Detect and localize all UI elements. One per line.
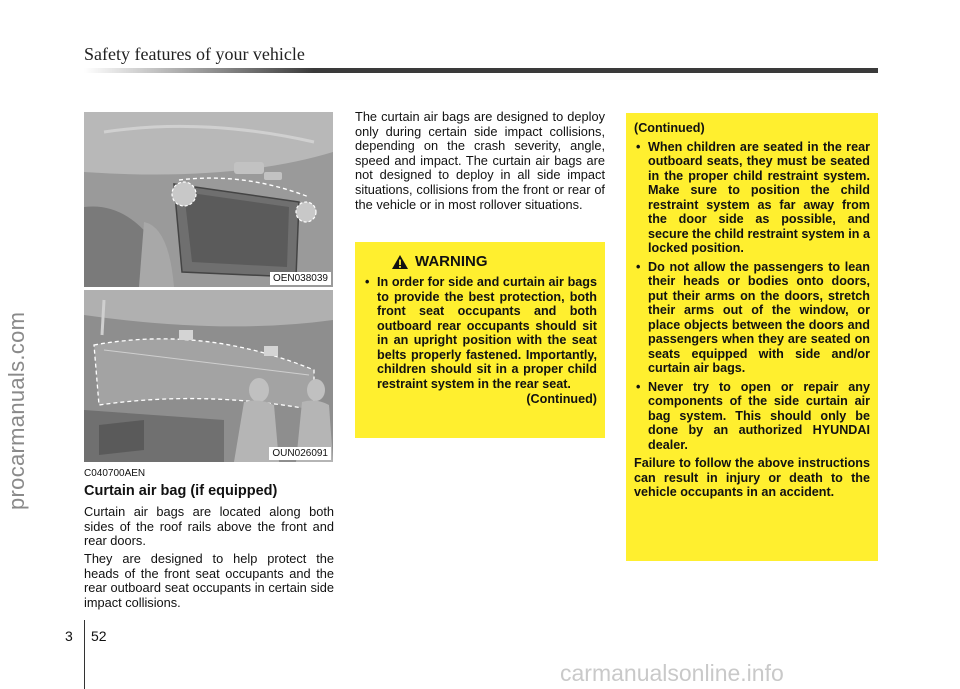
bullet: • [636,259,641,274]
reference-code: C040700AEN [84,468,146,479]
footer-divider [84,620,85,689]
failure-warning-text: Failure to follow the above instructions can result in injury or death to the vehicle occupants in an accident. [634,456,870,499]
side-watermark: procarmanuals.com [4,311,29,510]
chapter-number: 3 [65,628,73,644]
bottom-watermark: carmanualsonline.info [560,660,784,686]
curtain-airbag-deployed-illustration-icon [84,290,333,462]
bullet: • [636,379,641,394]
page-number: 52 [91,628,107,644]
list-item-text: When children are seated in the rear outboard seats, they must be seated in the proper child restraint system. Make sure to position the child restraint system as far away from the door side as possible, and secure the child restraint system in a locked position. [648,139,870,255]
body-paragraph: The curtain air bags are designed to deploy only during certain side impact collisions, depending on the crash severity, angle, speed and impact. The curtain air bags are not designed to deploy in all side impact situations, collisions from the front or rear of the vehicle or in most rollover situations. [355,109,605,212]
warning-title: WARNING [415,252,488,270]
list-item [634,260,870,376]
warning-header [391,254,597,270]
body-paragraph: They are designed to help protect the heads of the front seat occupants and the rear outboard seat occupants in certain side impact collisions. [84,551,334,610]
warning-list [363,275,597,391]
list-item [634,140,870,256]
list-item [363,275,597,391]
list-item-text: Never try to open or repair any components of the side curtain air bag system. This should only be done by an authorized HYUNDAI dealer. [648,379,870,452]
continued-label: (Continued) [526,392,597,406]
bullet: • [636,139,641,154]
bullet: • [365,275,370,289]
continued-warning-box [626,113,878,561]
header-rule [84,68,878,73]
list-item [634,380,870,453]
subheading: Curtain air bag (if equipped) [84,483,278,499]
figure-curtain-airbag-deployed [84,290,333,462]
warning-triangle-icon [391,254,409,270]
body-paragraph: Curtain air bags are located along both sides of the roof rails above the front and rear doors. [84,504,334,549]
section-title: Safety features of your vehicle [84,44,305,64]
list-item-text: Do not allow the passengers to lean their heads or bodies onto doors, put their arms on the doors, stretch their arms out of the window, or place objects between the doors and passengers when they are seated on seats equipped with side and/or curtain air bags. [648,259,870,375]
curtain-airbag-interior-illustration-icon [84,112,333,287]
figure-code: OEN038039 [270,272,331,285]
continued-list [634,140,870,453]
figure-curtain-airbag-location [84,112,333,287]
warning-box [355,242,605,438]
continued-heading: (Continued) [634,121,705,135]
figure-code: OUN026091 [269,447,331,460]
list-item-text: In order for side and curtain air bags to provide the best protection, both front seat occupants and both outboard rear occupants should sit in an upright position with the seat belts properly fastened. Importantly, children should sit in a proper child restraint system in the rear seat. [377,275,597,391]
